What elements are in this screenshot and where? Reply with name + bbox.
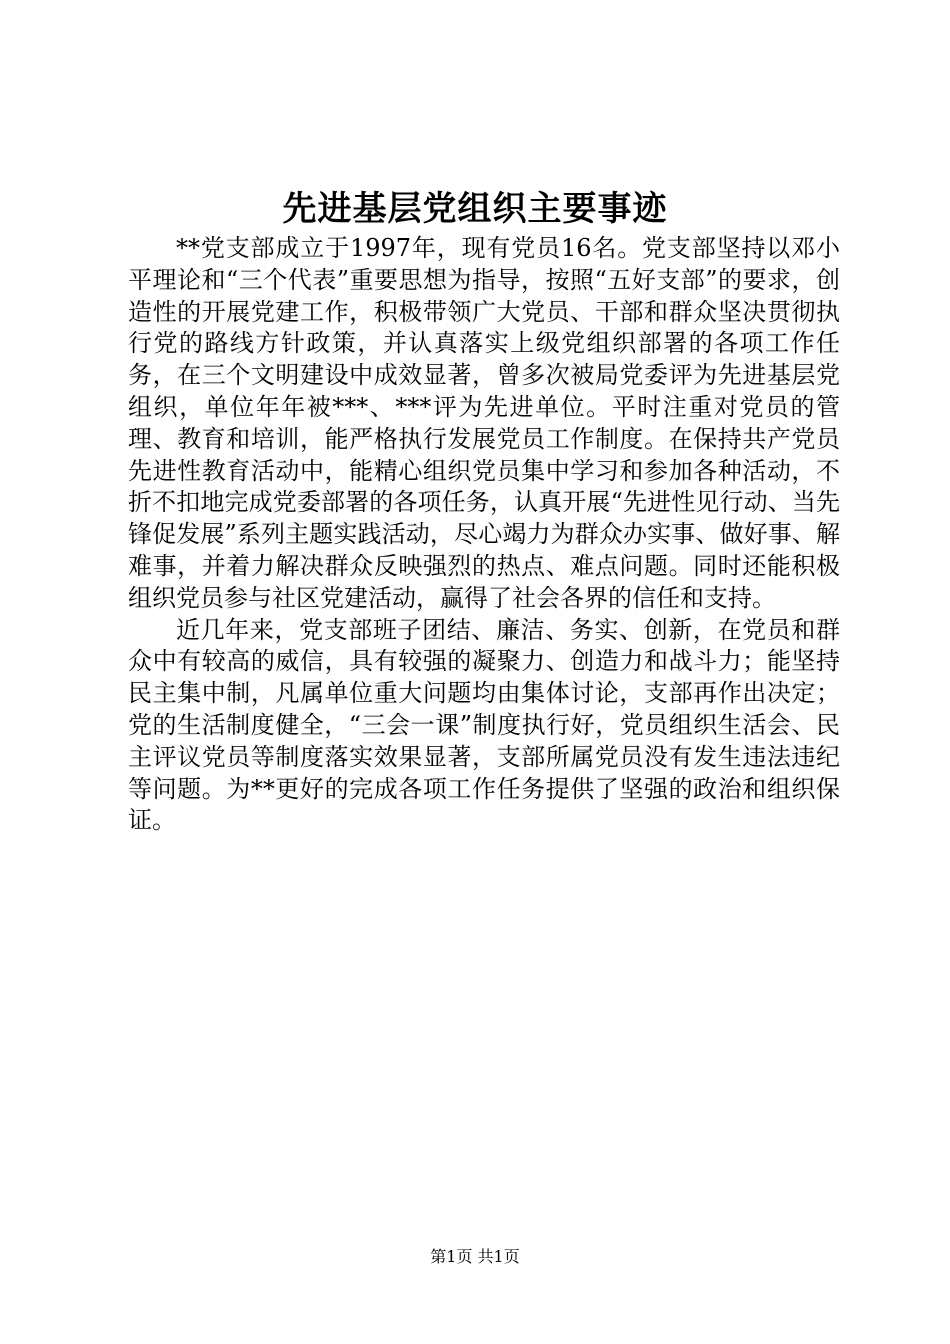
document-title: 先进基层党组织主要事迹 xyxy=(282,189,668,229)
paragraph-2: 近几年来，党支部班子团结、廉洁、务实、创新，在党员和群众中有较高的威信，具有较强的凝聚力、创造力和战斗力；能坚持民主集中制，凡属单位重大问题均由集体讨论，支部再作出决定；党的生活制度健全，“三会一课”制度执行好，党员组织生活会、民主评议党员等制度落实效果显著，支部所属党员没有发生违法违纪等问题。为**更好的完成各项工作任务提供了坚强的政治和组织保证。 xyxy=(128,615,840,835)
paragraph-1: **党支部成立于1997年，现有党员16名。党支部坚持以邓小平理论和“三个代表”重要思想为指导，按照“五好支部”的要求，创造性的开展党建工作，积极带领广大党员、干部和群众坚决贯彻执行党的路线方针政策，并认真落实上级党组织部署的各项工作任务，在三个文明建设中成效显著，曾多次被局党委评为先进基层党组织，单位年年被***、***评为先进单位。平时注重对党员的管理、教育和培训，能严格执行发展党员工作制度。在保持共产党员先进性教育活动中，能精心组织党员集中学习和参加各种活动，不折不扣地完成党委部署的各项任务，认真开展“先进性见行动、当先锋促发展”系列主题实践活动，尽心竭力为群众办实事、做好事、解难事，并着力解决群众反映强烈的热点、难点问题。同时还能积极组织党员参与社区党建活动，赢得了社会各界的信任和支持。 xyxy=(128,234,840,612)
document-body xyxy=(128,233,840,837)
page-number-footer: 第1页 共1页 xyxy=(430,1247,520,1266)
